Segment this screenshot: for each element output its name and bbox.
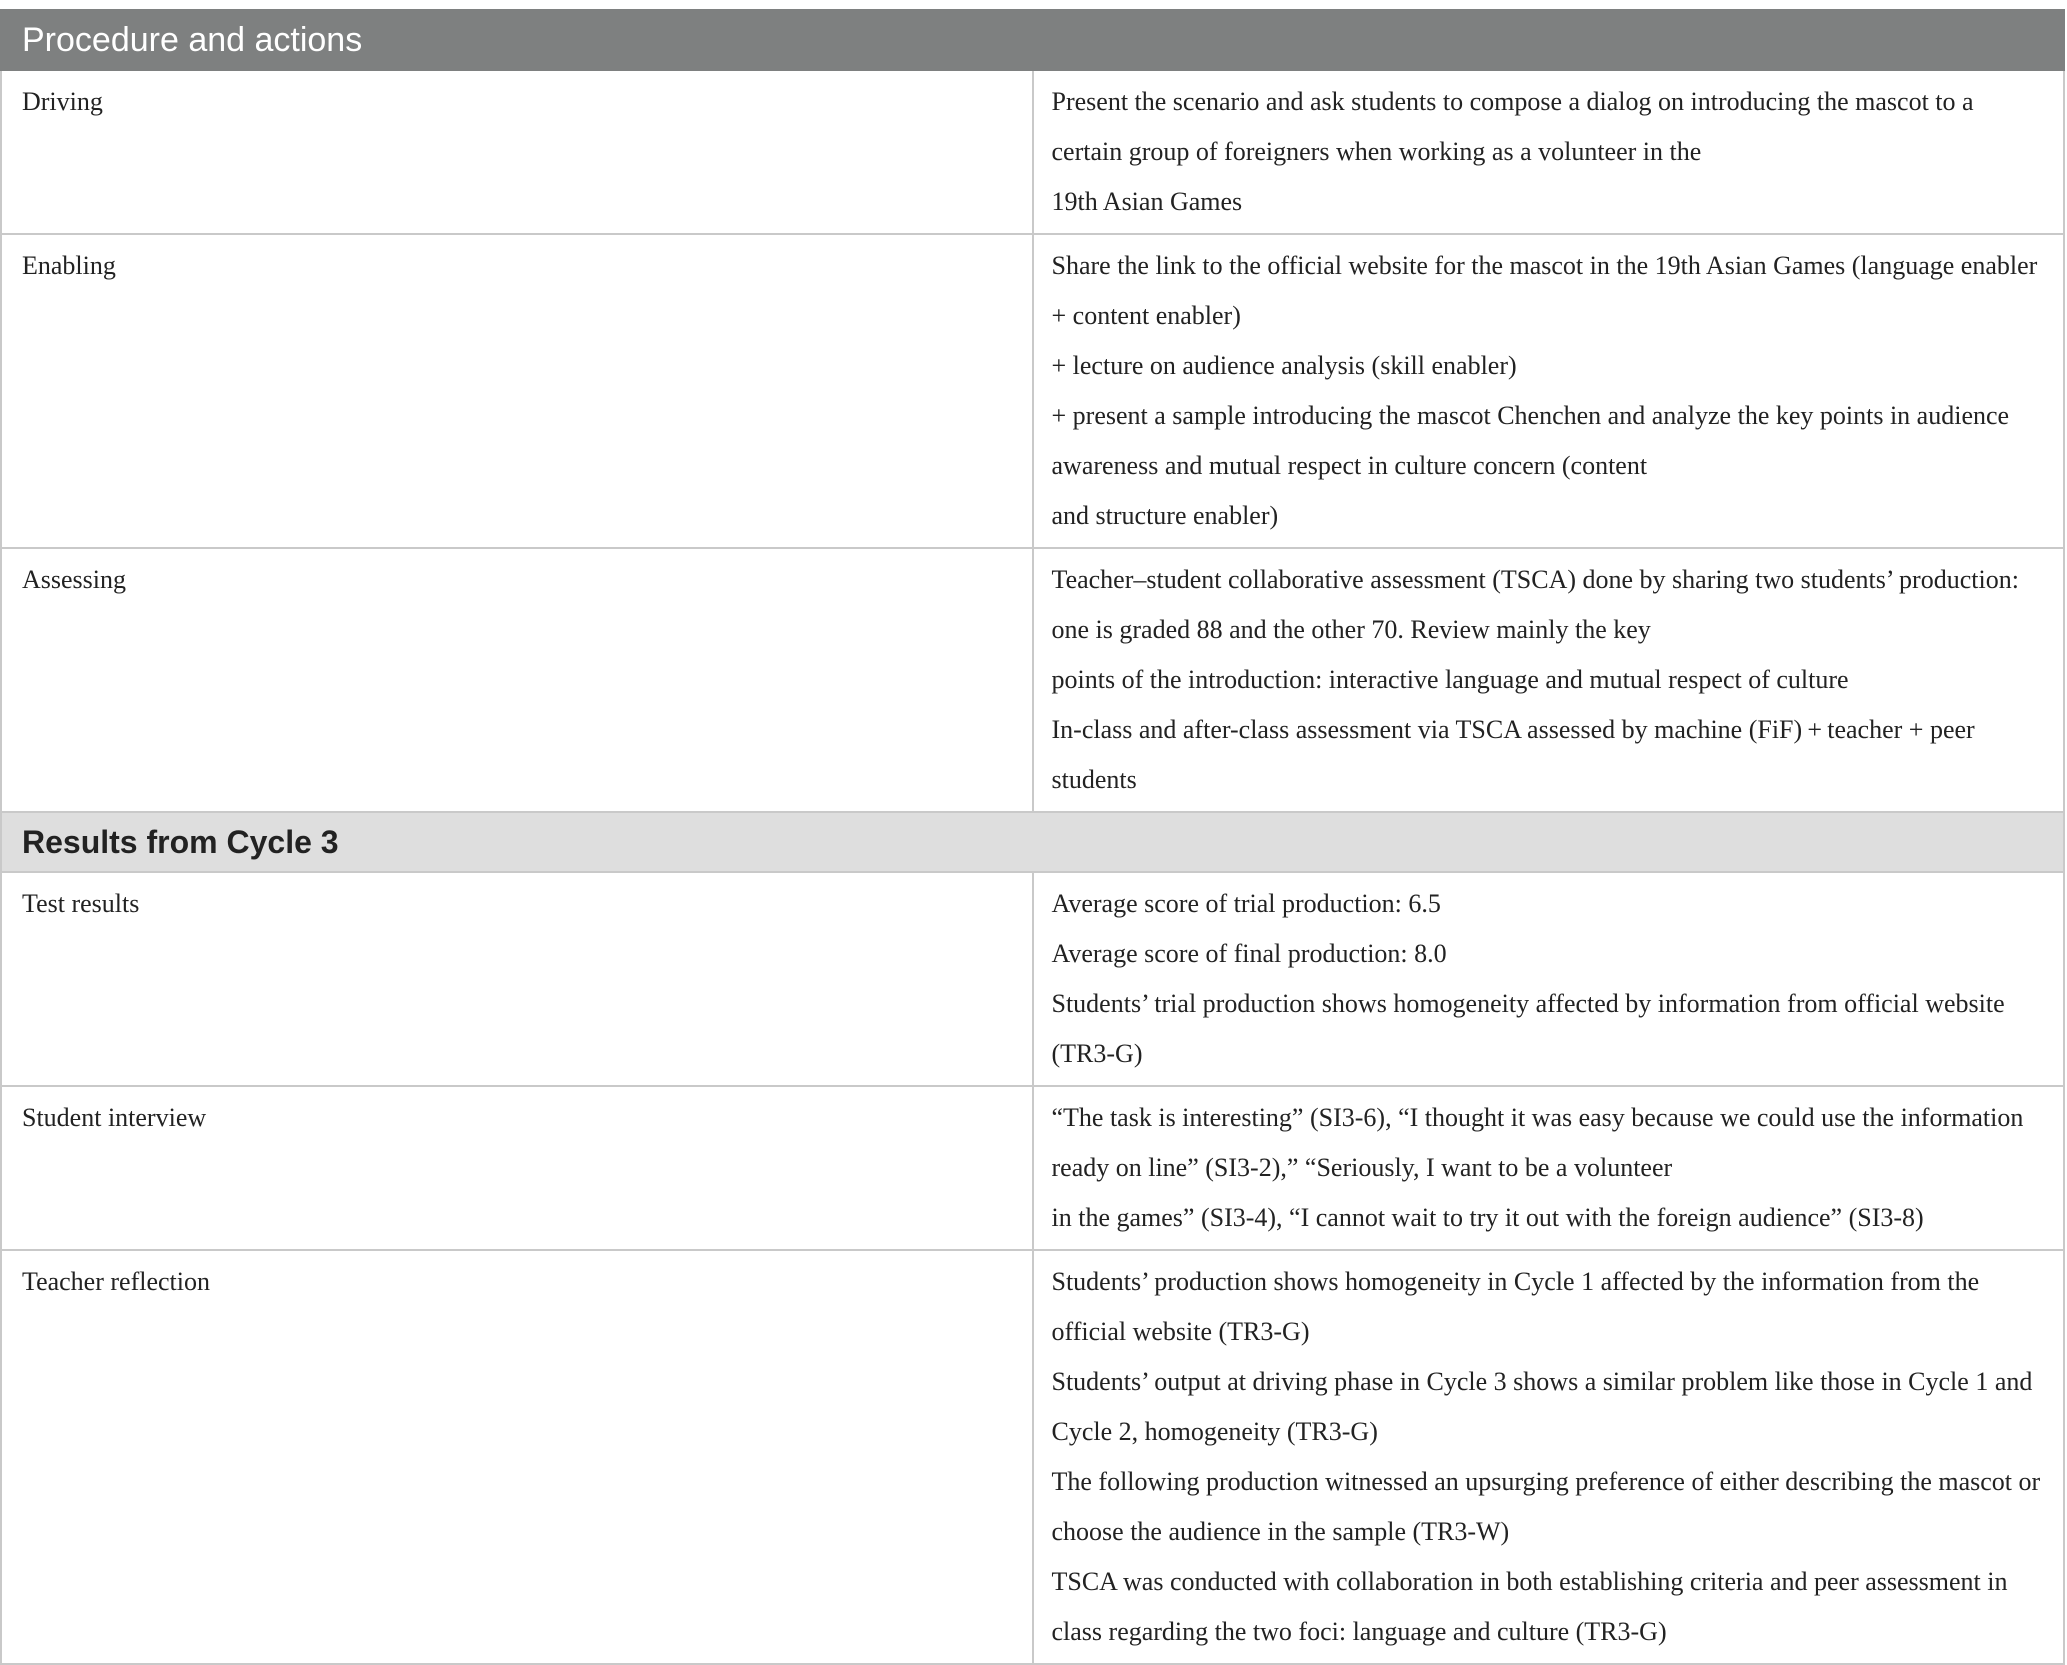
content-line: Average score of trial production: 6.5 bbox=[1051, 889, 1441, 918]
row-label: Driving bbox=[1, 70, 1033, 234]
table-row bbox=[1, 1250, 2064, 1664]
row-label: Enabling bbox=[1, 234, 1033, 548]
table-row bbox=[1, 234, 2064, 548]
row-label: Test results bbox=[1, 872, 1033, 1086]
section-header-procedure bbox=[1, 10, 2064, 70]
content-line: and structure enabler) bbox=[1051, 501, 1279, 530]
row-label: Assessing bbox=[1, 548, 1033, 812]
results-table bbox=[0, 9, 2065, 1665]
row-content bbox=[1033, 1086, 2065, 1250]
table-row bbox=[1, 872, 2064, 1086]
content-line: Students’ trial production shows homogeneity affected by information from official website (TR3-G) bbox=[1051, 989, 2005, 1068]
row-content bbox=[1033, 70, 2065, 234]
row-label: Teacher reflection bbox=[1, 1250, 1033, 1664]
table-row bbox=[1, 1086, 2064, 1250]
content-line: + present a sample introducing the mascot Chenchen and analyze the key points in audience awareness and mutual respect in culture concern (content bbox=[1051, 401, 2010, 480]
content-line: Average score of final production: 8.0 bbox=[1051, 939, 1447, 968]
content-line: 19th Asian Games bbox=[1051, 187, 1243, 216]
content-line: “The task is interesting” (SI3-6), “I thought it was easy because we could use the information ready on line” (SI3-2),” “Seriously, I want to be a volunteer bbox=[1051, 1103, 2024, 1182]
row-label: Student interview bbox=[1, 1086, 1033, 1250]
content-line: in the games” (SI3-4), “I cannot wait to try it out with the foreign audience” (SI3-8) bbox=[1051, 1203, 1924, 1232]
content-line: TSCA was conducted with collaboration in both establishing criteria and peer assessment in class regarding the two foci: language and culture (TR3-G) bbox=[1051, 1567, 2008, 1646]
content-line: Share the link to the official website for the mascot in the 19th Asian Games (language enabler + content enabler) bbox=[1051, 251, 2038, 330]
content-line: + lecture on audience analysis (skill enabler) bbox=[1051, 351, 1517, 380]
content-line: Students’ output at driving phase in Cycle 3 shows a similar problem like those in Cycle 1 and Cycle 2, homogeneity (TR3-G) bbox=[1051, 1367, 2033, 1446]
section-title: Procedure and actions bbox=[1, 10, 2064, 70]
content-line: Teacher–student collaborative assessment (TSCA) done by sharing two students’ production: one is graded 88 and the other 70. Review mainly the key bbox=[1051, 565, 2019, 644]
content-line: Present the scenario and ask students to compose a dialog on introducing the mascot to a certain group of foreigners when working as a volunteer in the bbox=[1051, 87, 1974, 166]
section-header-results bbox=[1, 812, 2064, 872]
content-line: points of the introduction: interactive language and mutual respect of culture bbox=[1051, 665, 1849, 694]
content-line: Students’ production shows homogeneity in Cycle 1 affected by the information from the official website (TR3-G) bbox=[1051, 1267, 1980, 1346]
content-line: In-class and after-class assessment via TSCA assessed by machine (FiF) + teacher + peer students bbox=[1051, 715, 1975, 794]
row-content bbox=[1033, 548, 2065, 812]
row-content bbox=[1033, 872, 2065, 1086]
table-row bbox=[1, 548, 2064, 812]
row-content bbox=[1033, 1250, 2065, 1664]
row-content bbox=[1033, 234, 2065, 548]
table-row bbox=[1, 70, 2064, 234]
content-line: The following production witnessed an upsurging preference of either describing the mascot or choose the audience in the sample (TR3-W) bbox=[1051, 1467, 2041, 1546]
section-title: Results from Cycle 3 bbox=[1, 812, 2064, 872]
